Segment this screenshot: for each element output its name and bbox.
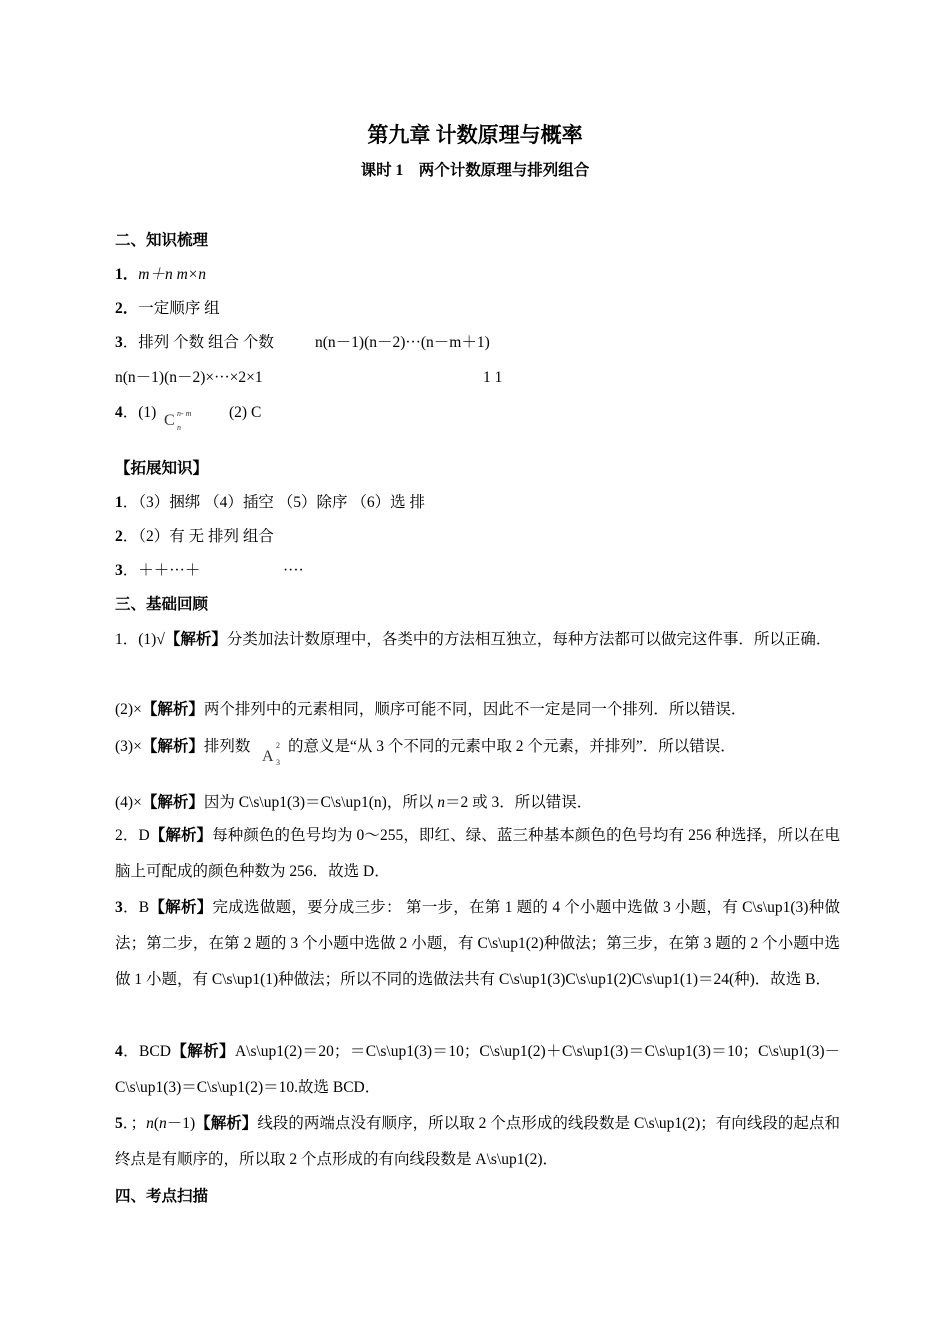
permutation-formula: n(n－1)(n－2)···(n－m＋1) (315, 334, 490, 351)
item-text: ．（2）有 无 排列 组合 (122, 528, 274, 545)
analysis-tag: 【解析】 (141, 738, 204, 755)
extended-knowledge-heading: 【拓展知识】 (115, 460, 209, 477)
analysis-text: A\s\up1(2)＝20；＝C\s\up1(3)＝10；C\s\up1(2)＋C\s\up1(3)＝C\s\up1(3)＝10；C\s\up1(3)－C\s\up1(3)＝C\s\up1(2)＝10.故选 BCD． (115, 1043, 840, 1096)
extended-item-1 (115, 494, 425, 513)
review-q1-4 (115, 794, 592, 813)
answer-mark: (4)× (115, 794, 142, 811)
item-number: 3 (115, 562, 123, 579)
knowledge-item-4 (115, 404, 156, 423)
answer-mark: (3)× (115, 738, 142, 755)
knowledge-item-1 (115, 266, 206, 285)
answer-mark: ．； (122, 1115, 147, 1132)
analysis-tag: 【解析】 (141, 794, 204, 811)
analysis-text: 分类加法计数原理中，各类中的方法相互独立，每种方法都可以做完这件事．所以正确． (226, 631, 832, 648)
variable-n: n (146, 1115, 154, 1132)
analysis-tag: 【解析】 (149, 899, 213, 916)
item-number: 3 (115, 899, 123, 916)
analysis-text: 每种颜色的色号均为 0～255，即红、绿、蓝三种基本颜色的色号均有 256 种选择，所以在电脑上可配成的颜色种数为 256．故选 D． (115, 827, 840, 880)
paren: ( (153, 1115, 159, 1132)
item-number: 1． (115, 266, 139, 283)
item-text: ．＋＋···＋ (122, 562, 201, 579)
analysis-tag: 【解析】 (164, 631, 227, 648)
analysis-text: ＝2 或 3．所以错误． (444, 794, 593, 811)
extended-item-3-dots: ···· (283, 562, 304, 579)
answer-mark: 1．(1)√ (115, 631, 165, 648)
analysis-text: 排列数 (203, 738, 251, 755)
review-q1-3-rest: 的意义是“从 3 个不同的元素中取 2 个元素，并排列”．所以错误． (288, 738, 736, 755)
analysis-tag: 【解析】 (195, 1115, 258, 1132)
knowledge-item-2 (115, 300, 220, 319)
analysis-tag: 【解析】 (149, 827, 213, 844)
section-review-heading: 三、基础回顾 (115, 596, 209, 613)
review-q1-1 (115, 622, 840, 658)
answer-mark: (2)× (115, 701, 142, 718)
item-text: 一定顺序 组 (138, 300, 220, 317)
knowledge-item-3 (115, 334, 274, 353)
arrangement-symbol: A 2 3 (262, 741, 280, 767)
review-q1-3 (115, 738, 250, 757)
review-q4 (115, 1034, 840, 1106)
extended-item-3 (115, 562, 200, 581)
item-number: 4 (115, 404, 123, 421)
review-q1-2 (115, 692, 840, 728)
review-q5 (115, 1106, 840, 1178)
lesson-subtitle: 课时 1 两个计数原理与排列组合 (360, 162, 590, 179)
analysis-text: 两个排列中的元素相同，顺序可能不同，因此不一定是同一个排列．所以错误． (203, 701, 747, 718)
variable-n: n (158, 1115, 167, 1132)
analysis-text: 线段的两端点没有顺序，所以取 2 个点形成的线段数是 C\s\up1(2)；有向线段的起点和终点是有顺序的，所以取 2 个点形成的有向线段数是 A\s\up1(2)． (115, 1115, 840, 1168)
section-knowledge-heading: 二、知识梳理 (115, 232, 209, 249)
combination-symbol: C n- m n (164, 409, 192, 432)
extended-item-2 (115, 528, 274, 547)
analysis-tag: 【解析】 (170, 1043, 235, 1060)
item-number: 2． (115, 300, 139, 317)
answer-mark: ．B (122, 899, 150, 916)
item-number: 3 (115, 334, 123, 351)
item-text: ．（3）捆绑 （4）插空 （5）除序 （6）选 排 (122, 494, 426, 511)
answer-mark: 2．D (115, 827, 150, 844)
item-number: 1 (115, 494, 123, 511)
analysis-text: 因为 C\s\up1(3)＝C\s\up1(n)，所以 (203, 794, 438, 811)
knowledge-item-4-part2: (2) C (229, 404, 262, 421)
item-number: 2 (115, 528, 123, 545)
answer-text: －1) (166, 1115, 196, 1132)
section-exam-points-heading: 四、考点扫描 (115, 1188, 209, 1205)
chapter-title: 第九章 计数原理与概率 (367, 123, 583, 147)
analysis-text: 完成选做题，要分成三步： 第一步，在第 1 题的 4 个小题中选做 3 小题，有 C\s\up1(3)种做法；第二步，在第 2 题的 3 个小题中选做 2 小题，有 C\s\up1(2)种做法；第三步，在第 3 题的 2 个小题中选做 1 小题，有 C\s\up1(1)种做法；所以不同的选做法共有 C\s\up1(3)C\s\up1(2)C\s\up1(1)＝24(种)．故选 B． (115, 899, 840, 988)
item-text: ．(1) (122, 404, 157, 421)
factorial-formula: n(n－1)(n－2)×···×2×1 (115, 369, 263, 386)
review-q3 (115, 890, 840, 998)
answer-mark: ．BCD (122, 1043, 171, 1060)
item-text: ．排列 个数 组合 个数 (122, 334, 274, 351)
item-number: 5 (115, 1115, 123, 1132)
item-text: m＋n m×n (138, 266, 206, 283)
variable-n: n (437, 794, 445, 811)
review-q2 (115, 818, 840, 890)
analysis-tag: 【解析】 (141, 701, 204, 718)
factorial-ones: 1 1 (483, 369, 503, 386)
item-number: 4 (115, 1043, 123, 1060)
